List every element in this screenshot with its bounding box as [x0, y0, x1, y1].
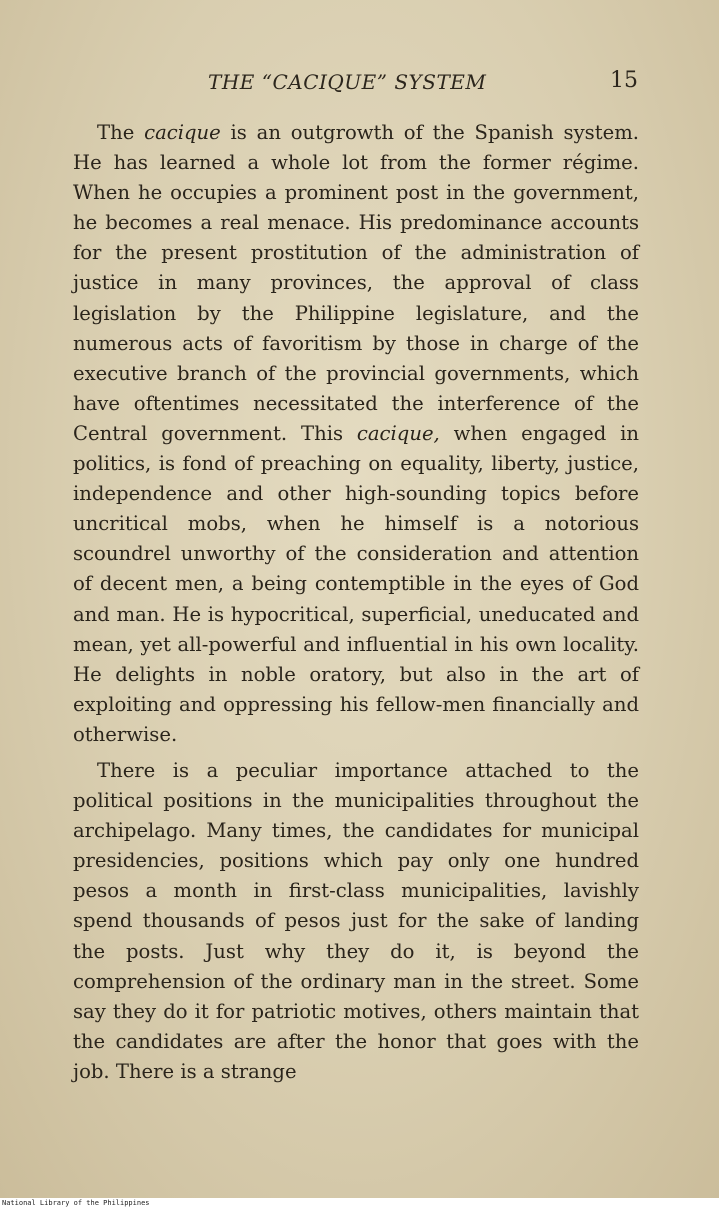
paragraph [73, 756, 639, 1087]
text-run: is an outgrowth of the Spanish system. He has learned a whole lot from the former régime. When he occupies a prominent post in the government, he becomes a real menace. His predominance accounts for the present prostitution of the administration of justice in many provinces, the approval of class legislation by the Philippine legislature, and the numerous acts of favoritism by those in charge of the executive branch of the provincial governments, which have oftentimes necessitated the interference of the Central government. This [73, 121, 639, 445]
running-head [70, 66, 638, 98]
paragraph [73, 118, 639, 750]
running-title: THE “CACIQUE” SYSTEM [208, 70, 487, 94]
text-run: when engaged in politics, is fond of preaching on equality, liberty, justice, independence and other high-sounding topics before uncritical mobs, when he himself is a notorious scoundrel unworthy of the consideration and attention of decent men, a being contemptible in the eyes of God and man. He is hypocritical, superficial, uneducated and mean, yet all-powerful and influential in his own locality. He delights in noble oratory, but also in the art of exploiting and oppressing his fellow-men financially and otherwise. [73, 421, 639, 746]
italic-term: cacique [144, 121, 221, 144]
footer-credit: National Library of the Philippines [2, 1199, 150, 1207]
italic-term: cacique, [356, 421, 440, 445]
page-number: 15 [610, 68, 638, 93]
body-text [73, 118, 639, 1093]
text-run: There is a peculiar importance attached to the political positions in the municipalities throughout the archipelago. Many times, the candidates for municipal presidencies, positions which pay only one hundred pesos a month in first-class municipalities, lavishly spend thousands of pesos just for the sake of landing the posts. Just why they do it, is beyond the comprehension of the ordinary man in the street. Some say they do it for patriotic motives, others maintain that the candidates are after the honor that goes with the job. There is a strange [73, 758, 639, 1083]
text-run: The [97, 121, 145, 144]
